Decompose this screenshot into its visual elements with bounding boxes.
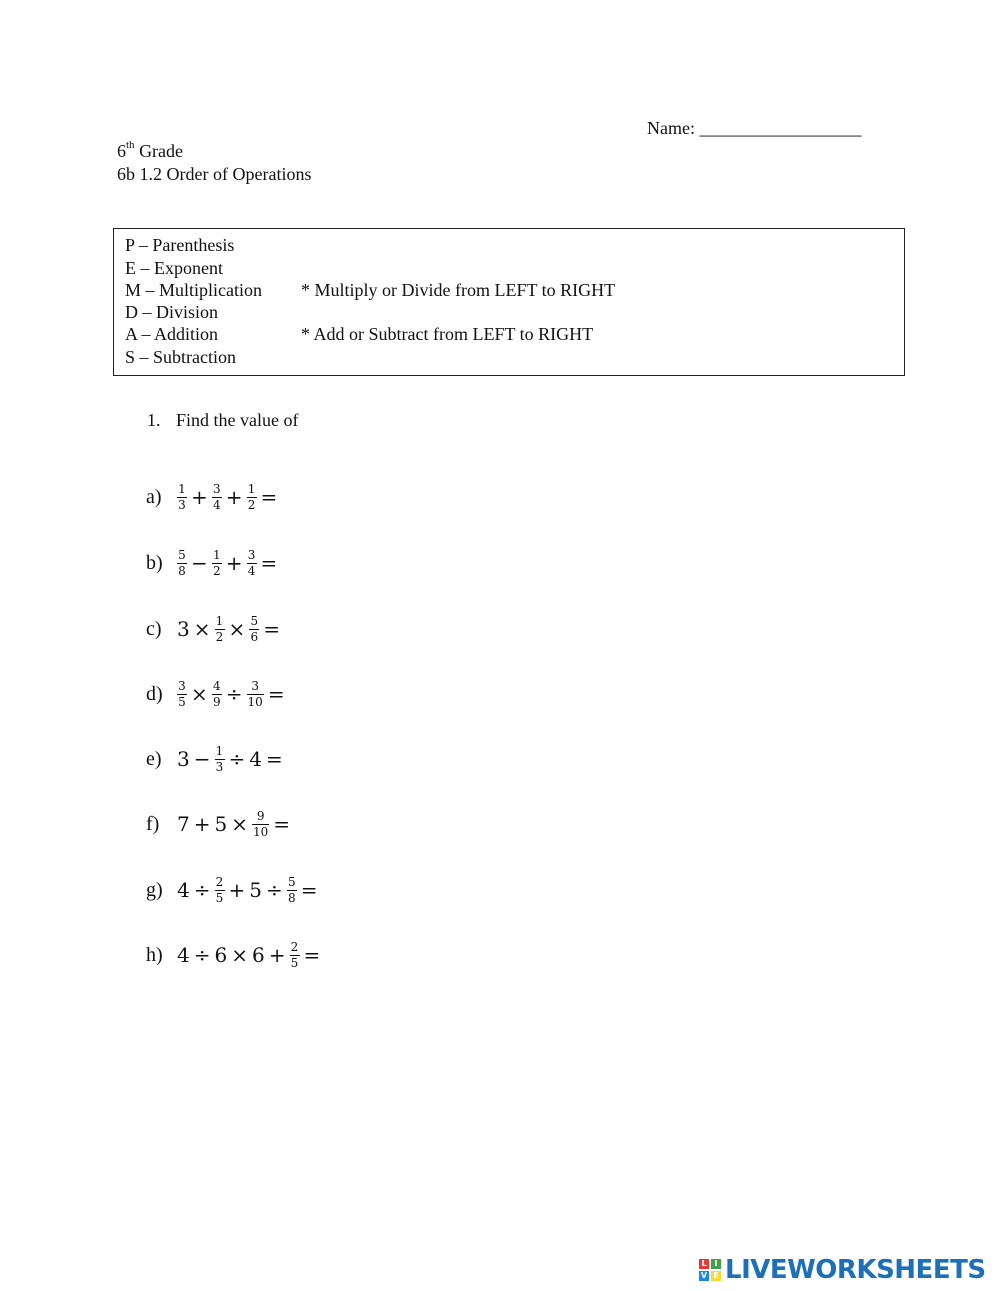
fraction-denominator: 5	[215, 890, 224, 905]
pemdas-row-s: S – Subtraction	[125, 347, 236, 367]
operator: ÷	[225, 682, 243, 706]
grade-number: 6	[117, 141, 126, 161]
logo-block: V	[700, 1271, 708, 1280]
operator: +	[225, 551, 243, 575]
problem-label: c)	[146, 617, 162, 640]
pemdas-note-multiply-divide: * Multiply or Divide from LEFT to RIGHT	[301, 280, 616, 300]
fraction-denominator: 10	[247, 694, 263, 709]
fraction-denominator: 4	[212, 497, 221, 512]
problem-e	[146, 734, 286, 784]
worksheet-header	[117, 140, 311, 186]
problem-label: a)	[146, 485, 162, 508]
fraction-numerator: 5	[287, 874, 296, 889]
math-expression	[176, 744, 286, 775]
fraction	[249, 614, 259, 645]
fraction	[212, 679, 222, 710]
operator: +	[225, 485, 243, 509]
math-expression	[176, 614, 283, 645]
operator: ×	[228, 617, 246, 641]
fraction-numerator: 1	[178, 481, 186, 496]
integer: 3	[177, 747, 190, 771]
operator: ÷	[193, 943, 211, 967]
question-text: Find the value of	[176, 410, 299, 430]
math-expression	[176, 809, 293, 840]
fraction	[177, 482, 187, 513]
question-1	[147, 410, 298, 431]
logo-block: I	[711, 1259, 721, 1269]
operator: −	[193, 747, 211, 771]
fraction-denominator: 3	[215, 759, 224, 774]
pemdas-note-add-subtract: * Add or Subtract from LEFT to RIGHT	[301, 324, 594, 344]
logo-text: LIVEWORKSHEETS	[725, 1255, 986, 1285]
fraction-numerator: 1	[215, 743, 224, 758]
fraction	[287, 875, 297, 906]
fraction	[215, 614, 225, 645]
integer: 6	[214, 943, 228, 967]
pemdas-row-e: E – Exponent	[125, 258, 223, 278]
fraction-numerator: 1	[215, 613, 224, 628]
integer: 6	[252, 943, 265, 967]
fraction	[212, 482, 222, 513]
fraction-denominator: 2	[247, 497, 256, 512]
fraction	[215, 875, 225, 906]
fraction	[215, 744, 225, 775]
integer: 4	[177, 878, 190, 902]
pemdas-row-m: M – Multiplication	[125, 280, 262, 300]
pemdas-row-p: P – Parenthesis	[125, 235, 235, 255]
operator: =	[273, 812, 291, 836]
fraction	[252, 809, 269, 840]
problem-b	[146, 538, 280, 588]
operator: ×	[231, 943, 248, 967]
problem-label: g)	[146, 878, 163, 901]
fraction	[290, 940, 300, 971]
problem-label: f)	[146, 812, 160, 835]
operator: ×	[191, 682, 208, 706]
fraction	[247, 679, 264, 710]
fraction-denominator: 10	[253, 824, 269, 839]
operator: +	[193, 812, 211, 836]
fraction-numerator: 3	[251, 678, 259, 693]
operator: =	[266, 747, 283, 771]
integer: 4	[249, 747, 262, 771]
operator: +	[268, 943, 286, 967]
problem-d	[146, 669, 288, 719]
pemdas-row-a: A – Addition	[125, 324, 219, 344]
integer: 3	[177, 617, 190, 641]
pemdas-reference-box	[113, 228, 905, 376]
operator: ×	[231, 812, 248, 836]
liveworksheets-logo	[699, 1256, 986, 1284]
fraction-denominator: 2	[215, 629, 224, 644]
fraction-denominator: 8	[178, 563, 186, 578]
fraction-denominator: 3	[178, 497, 186, 512]
problem-a	[146, 472, 280, 522]
operator: =	[260, 485, 278, 509]
fraction-numerator: 5	[178, 547, 186, 562]
fraction-numerator: 3	[178, 678, 186, 693]
fraction-numerator: 5	[250, 613, 259, 628]
operator: =	[300, 878, 318, 902]
fraction-numerator: 2	[215, 874, 224, 889]
operator: ×	[193, 617, 211, 641]
lesson-title: 6b 1.2 Order of Operations	[117, 164, 312, 184]
problem-label: b)	[146, 551, 163, 574]
integer: 4	[177, 943, 190, 967]
logo-block: L	[699, 1259, 709, 1269]
problem-h	[146, 930, 323, 980]
fraction	[177, 679, 187, 710]
fraction-numerator: 3	[247, 547, 256, 562]
fraction	[177, 548, 187, 579]
fraction-denominator: 5	[290, 955, 299, 970]
operator: =	[263, 617, 281, 641]
fraction-numerator: 9	[256, 808, 265, 823]
fraction-numerator: 3	[212, 481, 221, 496]
operator: +	[228, 878, 246, 902]
pemdas-row-d: D – Division	[125, 302, 219, 322]
integer: 5	[249, 878, 262, 902]
logo-blocks-icon	[699, 1259, 721, 1281]
fraction	[247, 548, 257, 579]
operator: −	[191, 551, 208, 575]
question-number: 1.	[147, 410, 161, 430]
fraction-denominator: 4	[247, 563, 256, 578]
fraction	[212, 548, 222, 579]
problem-c	[146, 604, 283, 654]
math-expression	[176, 482, 280, 513]
operator: =	[267, 682, 285, 706]
integer: 7	[177, 812, 190, 836]
fraction-denominator: 6	[250, 629, 259, 644]
math-expression	[176, 548, 280, 579]
problem-label: e)	[146, 747, 162, 770]
fraction-denominator: 2	[212, 563, 221, 578]
fraction	[247, 482, 257, 513]
problem-g	[146, 865, 321, 915]
operator: ÷	[228, 747, 246, 771]
integer: 5	[214, 812, 228, 836]
fraction-numerator: 2	[290, 939, 299, 954]
operator: ÷	[266, 878, 283, 902]
fraction-denominator: 5	[178, 694, 186, 709]
grade-word: Grade	[134, 141, 184, 161]
problem-f	[146, 799, 293, 849]
operator: =	[303, 943, 321, 967]
math-expression	[176, 875, 321, 906]
operator: ÷	[193, 878, 211, 902]
fraction-numerator: 4	[212, 678, 221, 693]
name-field-label: Name: __________________	[647, 118, 862, 138]
grade-suffix: th	[126, 139, 135, 151]
fraction-numerator: 1	[247, 481, 256, 496]
logo-block: E	[711, 1271, 721, 1281]
operator: =	[260, 551, 278, 575]
operator: +	[191, 485, 208, 509]
grade-line	[117, 140, 311, 163]
math-expression	[176, 940, 323, 971]
math-expression	[176, 679, 288, 710]
fraction-denominator: 8	[287, 890, 296, 905]
fraction-numerator: 1	[212, 547, 221, 562]
problem-label: h)	[146, 943, 163, 966]
fraction-denominator: 9	[212, 694, 221, 709]
problem-label: d)	[146, 682, 163, 705]
